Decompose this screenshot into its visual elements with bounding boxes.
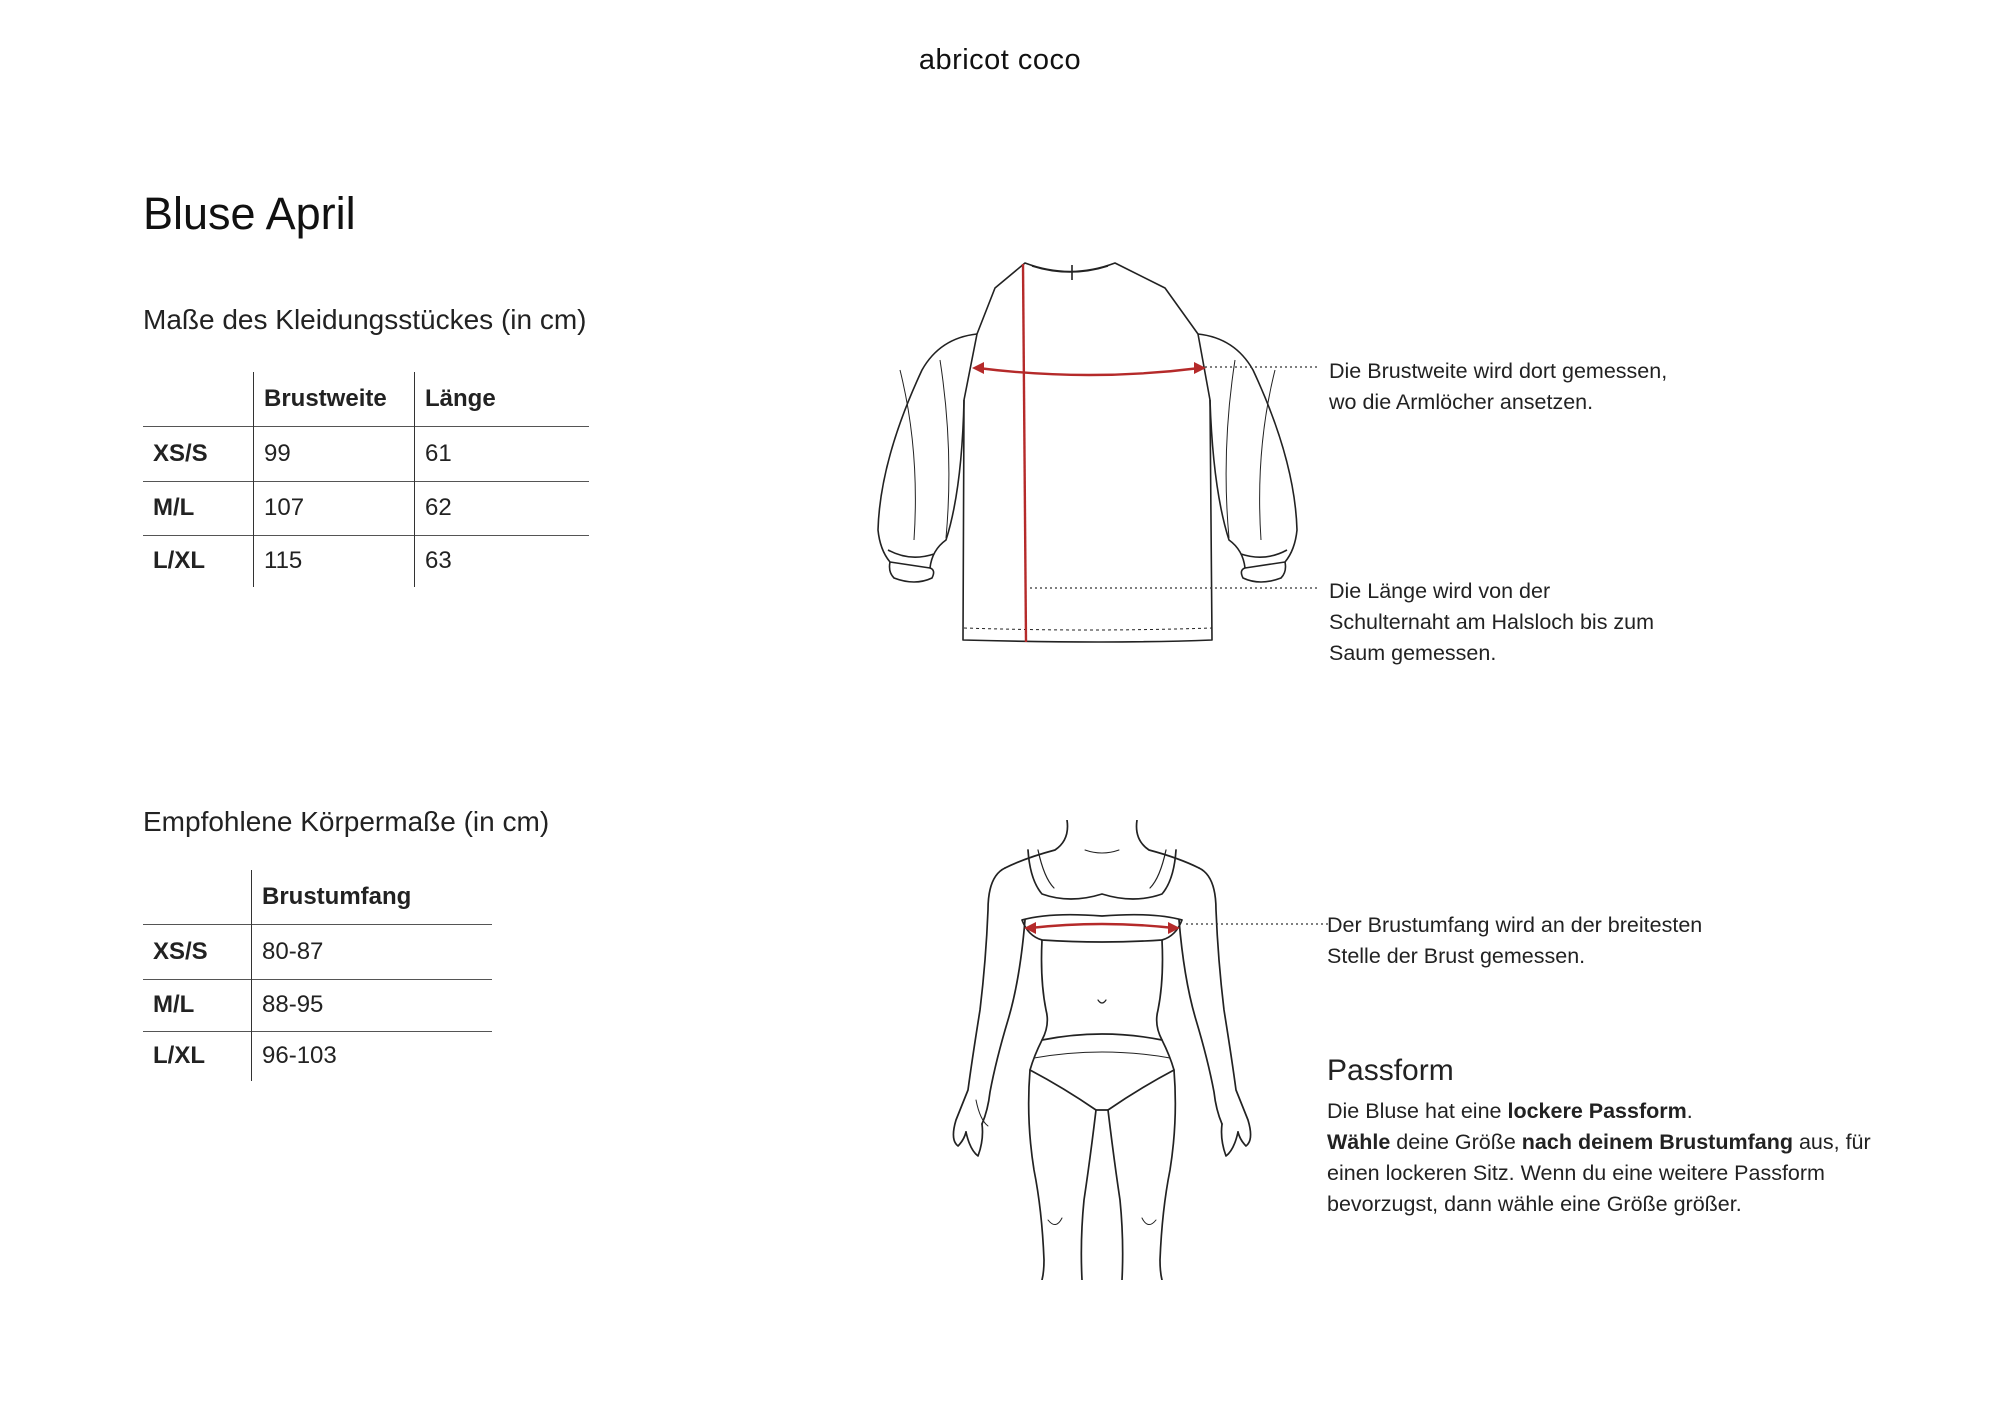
table-header-empty [143, 870, 252, 924]
page-title: Bluse April [143, 188, 356, 239]
chest-measurement-note [1329, 356, 1667, 418]
note-line: Schulternaht am Halsloch bis zum [1329, 610, 1655, 634]
body-measurements-heading: Empfohlene Körpermaße (in cm) [143, 806, 550, 837]
table-header-empty [143, 372, 254, 426]
size-label: M/L [143, 481, 254, 535]
blouse-illustration-icon [860, 250, 1320, 680]
table-row [143, 924, 492, 979]
table-row [143, 426, 589, 481]
table-row [143, 481, 589, 535]
brustweite-value: 99 [254, 426, 415, 481]
brustumfang-value: 88-95 [252, 979, 493, 1031]
size-label: XS/S [143, 426, 254, 481]
note-line: Der Brustumfang wird an der breitesten [1327, 913, 1703, 937]
table-header-brustumfang: Brustumfang [252, 870, 493, 924]
laenge-value: 63 [415, 535, 590, 587]
bust-measurement-note [1327, 910, 1702, 972]
size-label: L/XL [143, 1031, 252, 1081]
note-line: wo die Armlöcher ansetzen. [1329, 390, 1594, 414]
table-row [143, 979, 492, 1031]
size-label: M/L [143, 979, 252, 1031]
note-line: Stelle der Brust gemessen. [1327, 944, 1586, 968]
garment-measurements-heading: Maße des Kleidungsstückes (in cm) [143, 304, 587, 335]
body-figure-illustration-icon [930, 820, 1330, 1280]
size-label: XS/S [143, 924, 252, 979]
garment-size-table [143, 372, 589, 587]
note-line: Saum gemessen. [1329, 641, 1497, 665]
size-label: L/XL [143, 535, 254, 587]
table-header-laenge: Länge [415, 372, 590, 426]
passform-description [1327, 1096, 1871, 1220]
brustumfang-value: 96-103 [252, 1031, 493, 1081]
passform-line-3: einen lockeren Sitz. Wenn du eine weitere Passform [1327, 1161, 1825, 1185]
table-header-brustweite: Brustweite [254, 372, 415, 426]
passform-line-1: Die Bluse hat eine lockere Passform. [1327, 1099, 1693, 1123]
note-line: Die Brustweite wird dort gemessen, [1329, 359, 1668, 383]
passform-line-4: bevorzugst, dann wähle eine Größe größer. [1327, 1192, 1742, 1216]
brustweite-value: 115 [254, 535, 415, 587]
passform-heading: Passform [1327, 1054, 1454, 1087]
table-row [143, 1031, 492, 1081]
laenge-value: 62 [415, 481, 590, 535]
laenge-value: 61 [415, 426, 590, 481]
brustweite-value: 107 [254, 481, 415, 535]
note-line: Die Länge wird von der [1329, 579, 1551, 603]
table-row [143, 535, 589, 587]
length-measurement-note [1329, 576, 1654, 669]
brustumfang-value: 80-87 [252, 924, 493, 979]
brand-logo: abricot coco [918, 44, 1082, 76]
body-size-table [143, 870, 492, 1081]
passform-line-2: Wähle deine Größe nach deinem Brustumfang aus, für [1327, 1130, 1871, 1154]
